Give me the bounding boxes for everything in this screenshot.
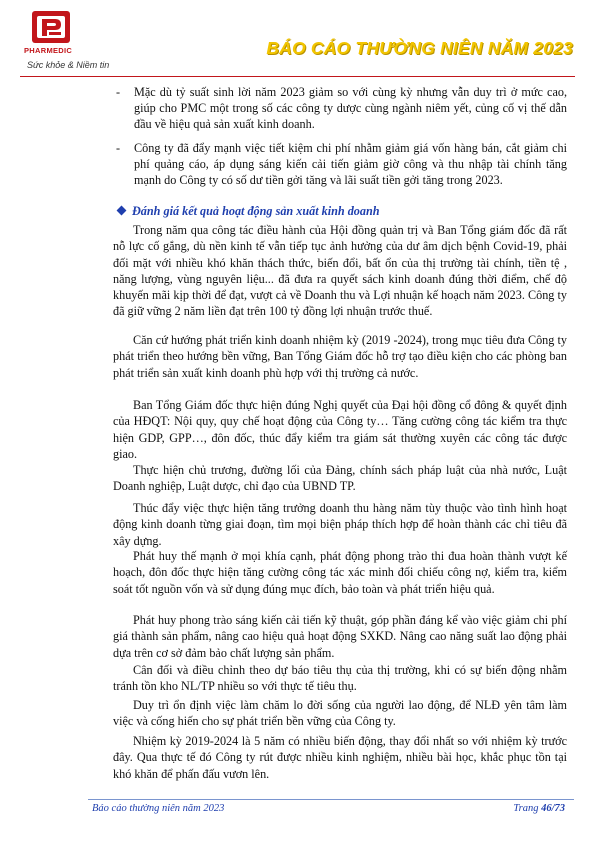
bullet-item — [116, 140, 567, 189]
paragraph: Phát huy thế mạnh ở mọi khía cạnh, phát động phong trào thi đua hoàn thành vượt kế hoạch, đôn đốc thực hiện tăng cường công tác xác minh đối chiếu công nợ, kiểm tra, kiểm soát tốt nguồn vốn và sử dụng đúng mục đích, bảo toàn và phát triển hiệu quả. — [113, 549, 567, 596]
footer-divider — [88, 799, 574, 800]
brand-slogan: Sức khỏe & Niềm tin — [27, 60, 110, 70]
bullet-text: Công ty đã đẩy mạnh việc tiết kiệm chi phí nhằm giảm giá vốn hàng bán, cắt giảm chi phí quảng cáo, áp dụng sáng kiến cải tiến giảm giờ công và thu nhập tài chính tăng mạnh do Công ty có số dư tiền gởi tăng và lãi suất tiền gởi tăng trong 2023. — [134, 141, 567, 188]
header-divider — [20, 76, 575, 77]
brand-name: PHARMEDIC — [24, 46, 73, 55]
dash-bullet-icon: - — [116, 141, 121, 155]
section-heading — [132, 204, 380, 219]
report-title: BÁO CÁO THƯỜNG NIÊN NĂM 2023 — [266, 38, 573, 58]
page-header — [0, 0, 595, 80]
paragraph: Căn cứ hướng phát triển kinh doanh nhiệm kỳ (2019 -2024), trong mục tiêu đưa Công ty phát triển theo hướng bền vững, Ban Tổng Giám đốc hỗ trợ tạo điều kiện cho các phòng ban phát triển sản xuất kinh doanh phù hợp với thị trường cả nước. — [113, 333, 567, 380]
paragraph: Phát huy phong trào sáng kiến cải tiến kỹ thuật, góp phần đáng kể vào việc giảm chi phí giá thành sản phẩm, nâng cao hiệu quả hoạt động SXKD. Nâng cao năng suất lao động phải dựa trên cơ sở đảm bảo chất lượng sản phẩm. — [113, 613, 567, 660]
paragraph: Thực hiện chủ trương, đường lối của Đảng, chính sách pháp luật của nhà nước, Luật Doanh nghiệp, Luật dược, chỉ đạo của UBND TP. — [113, 463, 567, 494]
footer-report-name: Báo cáo thường niên năm 2023 — [92, 803, 225, 814]
page-total: /73 — [551, 803, 565, 814]
paragraph: Nhiệm kỳ 2019-2024 là 5 năm có nhiều biến động, thay đổi nhất so với nhiệm kỳ trước đây. Qua thực tế đó Công ty rút được nhiều kinh nghiệm, nhiều bài học, khắc phục tồn tại khó khăn để phấn đấu vươn lên. — [113, 734, 567, 781]
paragraph: Thúc đẩy việc thực hiện tăng trưởng doanh thu hàng năm tùy thuộc vào tình hình hoạt động kinh doanh từng giai đoạn, tìm mọi biện pháp thích hợp để hoàn thành các chỉ tiêu đã xây dựng. — [113, 501, 567, 548]
diamond-bullet-icon — [117, 206, 127, 216]
bullet-text: Mặc dù tỷ suất sinh lời năm 2023 giảm so với cùng kỳ nhưng vẫn duy trì ở mức cao, giúp cho PMC một trong số các công ty dược cùng ngành niêm yết, củng cố vị thế dẫn đầu về hiệu quả sản xuất kinh doanh. — [134, 85, 567, 132]
pharmedic-logo-icon — [28, 10, 74, 50]
page-current: 46 — [541, 803, 552, 814]
dash-bullet-icon: - — [116, 85, 121, 99]
bullet-item — [116, 84, 567, 133]
page-label: Trang — [513, 803, 542, 814]
paragraph: Trong năm qua công tác điều hành của Hội đồng quản trị và Ban Tổng giám đốc đã rất nỗ lực cố gắng, dù nền kinh tế vẫn tiếp tục ảnh hưởng của dư âm dịch bệnh Covid-19, phải đối mặt với nhiều khó khăn thách thức, biến đổi, bất ổn của thị trường tài chính, tiền tệ , năng lượng, vùng nguyên liệu... đã đưa ra quyết sách kinh doanh đúng thời điểm, chế độ khuyến mãi kịp thời để đạt, vượt cả về Doanh thu và Lợi nhuận kế hoạch năm 2023. Công ty đã giữ vững 2 năm liền đạt trên 100 tỷ đồng lợi nhuận trước thuế. — [113, 223, 567, 319]
paragraph: Ban Tổng Giám đốc thực hiện đúng Nghị quyết của Đại hội đồng cổ đông & quyết định của HĐQT: Nội quy, quy chế hoạt động của Công ty… Tăng cường công tác kiểm tra thực hiện GDP, GPP…, đôn đốc, thúc đẩy kiểm tra giám sát thường xuyên các công tác được giao. — [113, 398, 567, 461]
paragraph: Cân đối và điều chỉnh theo dự báo tiêu thụ của thị trường, khi có sự biến động nhằm tránh tồn kho NL/TP nhiều so với thực tế tiêu thụ. — [113, 663, 567, 694]
section-heading-text: Đánh giá kết quả hoạt động sản xuất kinh doanh — [132, 204, 380, 218]
paragraph: Duy trì ổn định việc làm chăm lo đời sống của người lao động, để NLĐ yên tâm làm việc và cống hiến cho sự phát triển bền vững của Công ty. — [113, 698, 567, 729]
page-number — [513, 803, 565, 814]
